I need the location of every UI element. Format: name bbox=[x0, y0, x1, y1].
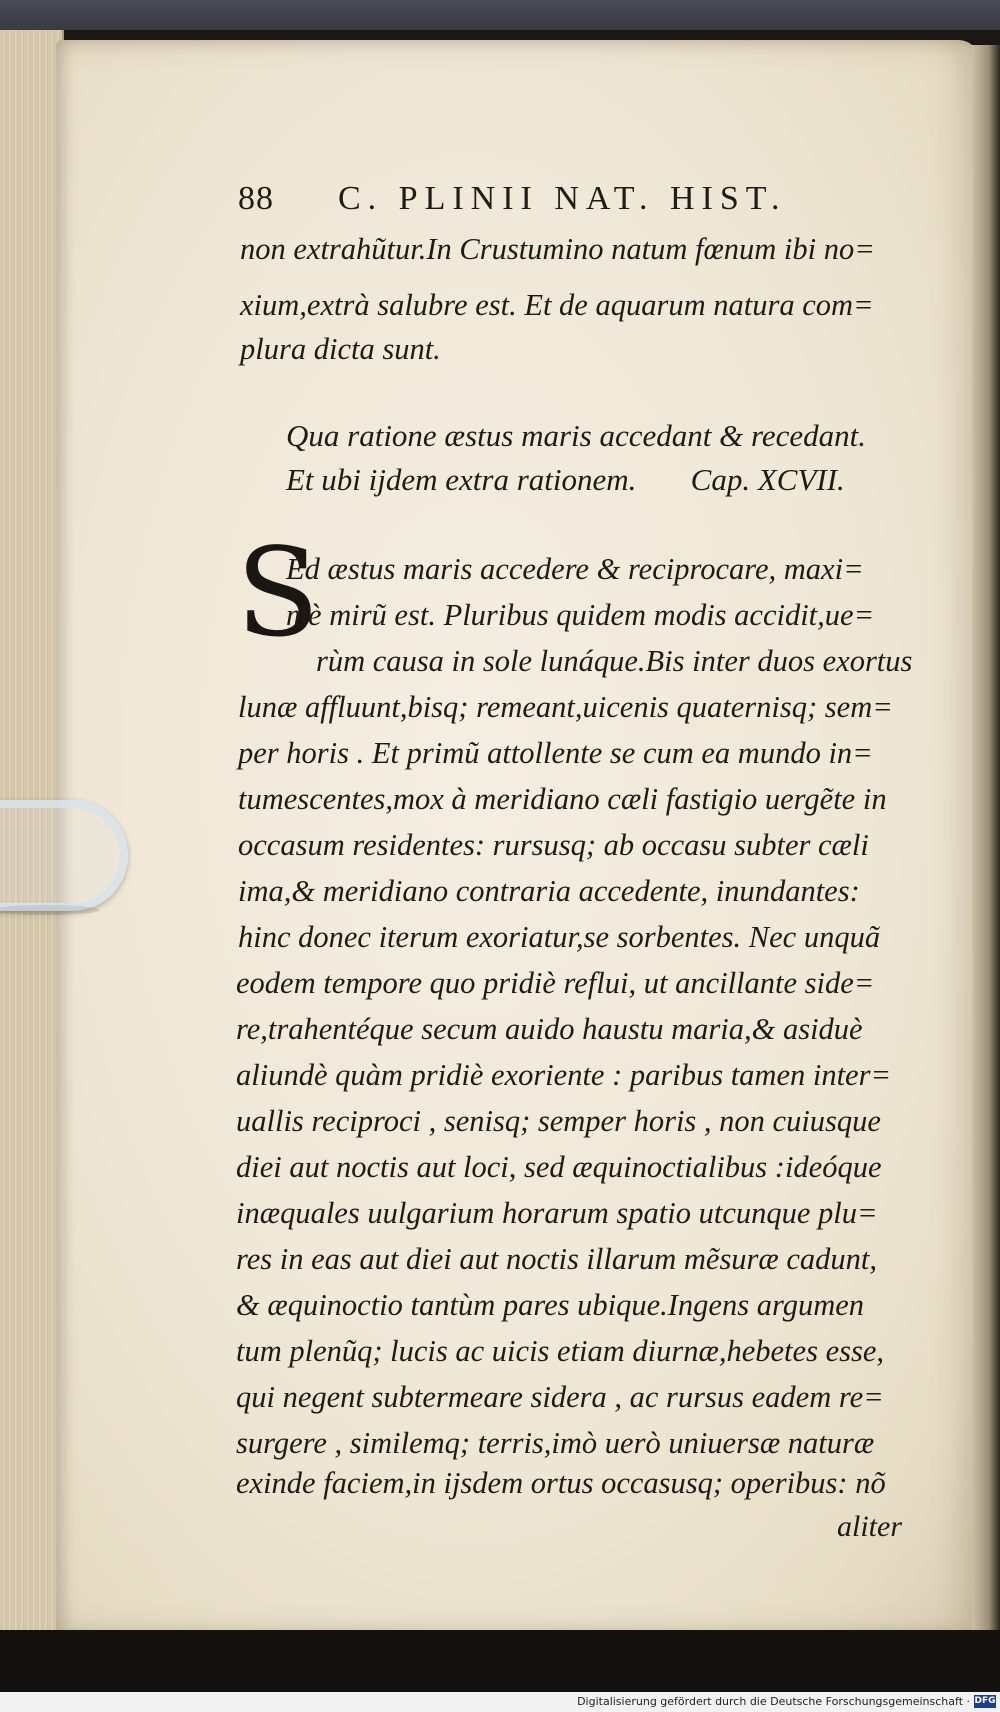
body-line: qui negent subtermeare sidera , ac rursus eadem re= bbox=[236, 1380, 884, 1414]
running-head: C. PLINII NAT. HIST. bbox=[338, 180, 787, 217]
body-line: lunæ affluunt,bisq; remeant,uicenis quaternisq; sem= bbox=[238, 690, 893, 724]
page-holder-clip bbox=[0, 800, 128, 911]
book-gutter-edge bbox=[972, 45, 1000, 1630]
page-header bbox=[238, 180, 898, 224]
body-line: inæquales uulgarium horarum spatio utcunque plu= bbox=[236, 1196, 878, 1230]
continuation-line: non extrahũtur.In Crustumino natum fœnum ibi no= bbox=[240, 232, 875, 266]
body-line: ima,& meridiano contraria accedente, inundantes: bbox=[238, 874, 860, 908]
body-line: res in eas aut diei aut noctis illarum mẽsuræ cadunt, bbox=[236, 1242, 878, 1276]
drop-cap-initial: S bbox=[236, 522, 320, 664]
dfg-logo: DFG bbox=[974, 1696, 996, 1706]
page-number: 88 bbox=[238, 180, 274, 217]
footer-bar bbox=[0, 1692, 1000, 1712]
body-line: mè mirũ est. Pluribus quidem modis accidit,ue= bbox=[286, 598, 875, 632]
chapter-heading-line: Qua ratione æstus maris accedant & recedant. bbox=[286, 418, 867, 453]
body-line: uallis reciproci , senisq; semper horis , non cuiusque bbox=[236, 1104, 881, 1138]
continuation-line: xium,extrà salubre est. Et de aquarum natura com= bbox=[240, 288, 874, 322]
body-line: diei aut noctis aut loci, sed æquinoctialibus :ideóque bbox=[236, 1150, 882, 1184]
body-line: & æquinoctio tantùm pares ubique.Ingens argumen bbox=[236, 1288, 865, 1322]
scanner-bottom-area bbox=[0, 1630, 1000, 1692]
body-line: surgere , similemq; terris,imò uerò uniuersæ naturæ bbox=[236, 1426, 875, 1460]
body-line: re,trahentéque secum auido haustu maria,& asiduè bbox=[236, 1012, 863, 1046]
body-line: per horis . Et primũ attollente se cum ea mundo in= bbox=[238, 736, 873, 770]
body-line: aliundè quàm pridiè exoriente : paribus tamen inter= bbox=[236, 1058, 892, 1092]
body-line: tum plenũq; lucis ac uicis etiam diurnæ,hebetes esse, bbox=[236, 1334, 885, 1368]
body-line: occasum residentes: rursusq; ab occasu subter cæli bbox=[238, 828, 869, 862]
body-line: eodem tempore quo pridiè reflui, ut ancillante side= bbox=[236, 966, 875, 1000]
body-line: rùm causa in sole lunáque.Bis inter duos exortus bbox=[316, 644, 913, 678]
chapter-heading-line: Et ubi ijdem extra rationem. Cap. XCVII. bbox=[286, 462, 845, 497]
body-line: tumescentes,mox à meridiano cæli fastigio uergẽte in bbox=[238, 782, 887, 816]
scanner-top-strip bbox=[0, 0, 1000, 30]
continuation-line: plura dicta sunt. bbox=[240, 332, 441, 366]
body-line: hinc donec iterum exoriatur,se sorbentes. Nec unquã bbox=[238, 920, 881, 954]
body-line: Ed æstus maris accedere & reciprocare, maxi= bbox=[286, 552, 864, 586]
catchword: aliter bbox=[837, 1510, 902, 1543]
body-line: exinde faciem,in ijsdem ortus occasusq; operibus: nõ bbox=[236, 1466, 886, 1500]
funding-notice: Digitalisierung gefördert durch die Deutsche Forschungsgemeinschaft · bbox=[577, 1695, 970, 1708]
